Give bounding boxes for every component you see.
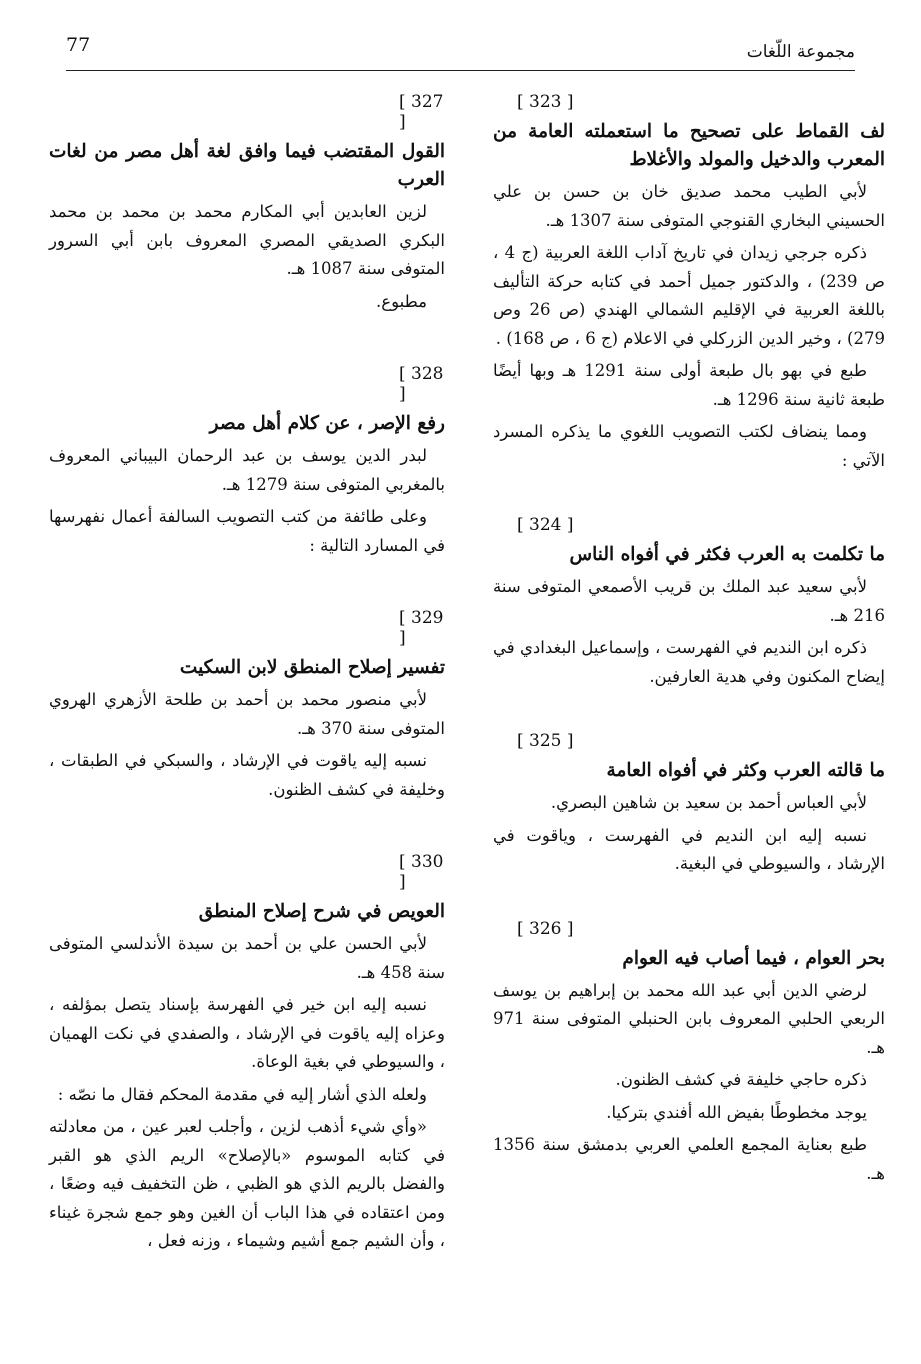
entry-number: [ 325 ] (517, 731, 574, 751)
entry-number: [ 329 ] (399, 608, 444, 648)
left-column (49, 92, 445, 1260)
entry-number: [ 328 ] (399, 364, 444, 404)
entry-325 (493, 731, 885, 879)
entry-paragraph: ومما ينضاف لكتب التصويب اللغوي ما يذكره المسرد الآتي : (493, 422, 885, 470)
entry-paragraph: نسبه إليه ابن النديم في الفهرست ، وياقوت في الإرشاد ، والسيوطي في البغية. (493, 825, 885, 873)
page-number: 77 (66, 34, 91, 56)
entry-paragraph: لأبي الحسن علي بن أحمد بن سيدة الأندلسي المتوفى سنة 458 هـ. (49, 934, 445, 982)
entry-title: لف القماط على تصحيح ما استعملته العامة من المعرب والدخيل والمولد والأغلاط (493, 121, 885, 170)
entry-paragraph: طبع في بهو بال طبعة أولى سنة 1291 هـ وبها أيضًا طبعة ثانية سنة 1296 هـ. (493, 361, 885, 409)
entry-328 (49, 364, 445, 560)
running-title: مجموعة اللّغات (746, 42, 855, 62)
entry-paragraph: لأبي سعيد عبد الملك بن قريب الأصمعي المتوفى سنة 216 هـ. (493, 577, 885, 625)
entry-paragraph: لرضي الدين أبي عبد الله محمد بن إبراهيم بن يوسف الربعي الحلبي المعروف بابن الحنبلي المتوفى سنة 971 هـ. (493, 980, 885, 1057)
entry-paragraph: ذكره جرجي زيدان في تاريخ آداب اللغة العربية (ج 4 ، ص 239) ، والدكتور جميل أحمد في كتابه حركة التأليف باللغة العربية في الإقليم الشمالي الهندي (ص 26 وص 279) ، وخير الدين الزركلي في الاعلام (ج 6 ، ص 168) . (493, 243, 885, 348)
page-header (66, 34, 855, 71)
entry-paragraph: ولعله الذي أشار إليه في مقدمة المحكم فقال ما نصّه : (57, 1084, 427, 1104)
entry-paragraph: لبدر الدين يوسف بن عبد الرحمان البيباني المعروف بالمغربي المتوفى سنة 1279 هـ. (49, 446, 445, 494)
right-column (493, 92, 885, 1192)
entry-paragraph: ذكره ابن النديم في الفهرست ، وإسماعيل البغدادي في إيضاح المكنون وفي هدية العارفين. (493, 638, 885, 686)
entry-paragraph: لأبي العباس أحمد بن سعيد بن شاهين البصري. (550, 793, 867, 812)
entry-paragraph: لأبي منصور محمد بن أحمد بن طلحة الأزهري الهروي المتوفى سنة 370 هـ. (49, 690, 445, 738)
entry-number: [ 324 ] (517, 515, 574, 535)
entry-327 (49, 92, 445, 316)
entry-323 (493, 92, 885, 475)
entry-paragraph: لأبي الطيب محمد صديق خان بن حسن بن علي الحسيني البخاري القنوجي المتوفى سنة 1307 هـ. (493, 182, 885, 230)
entry-paragraph: نسبه إليه ياقوت في الإرشاد ، والسبكي في الطبقات ، وخليفة في كشف الظنون. (49, 751, 445, 799)
entry-number: [ 323 ] (517, 92, 574, 112)
entry-paragraph: يوجد مخطوطًا بفيض الله أفندي بتركيا. (606, 1102, 867, 1122)
entry-326 (493, 919, 885, 1189)
entry-paragraph: نسبه إليه ابن خير في الفهرسة بإسناد يتصل بمؤلفه ، وعزاه إليه ياقوت في الإرشاد ، والصفدي في نكت الهميان ، والسيوطي في بغية الوعاة. (49, 995, 445, 1071)
entry-paragraph: لزين العابدين أبي المكارم محمد بن محمد بن محمد البكري الصديقي المصري المعروف بابن أبي السرور المتوفى سنة 1087 هـ. (49, 202, 445, 278)
entry-324 (493, 515, 885, 691)
entry-title: القول المقتضب فيما وافق لغة أهل مصر من لغات العرب (49, 141, 445, 190)
entry-number: [ 330 ] (399, 852, 444, 892)
entry-paragraph: طبع بعناية المجمع العلمي العربي بدمشق سنة 1356 هـ. (493, 1135, 885, 1183)
entry-title: رفع الإصر ، عن كلام أهل مصر (209, 413, 445, 434)
entry-paragraph: «وأي شيء أذهب لزين ، وأجلب لعبر عين ، من معادلته في كتابه الموسوم «بالإصلاح» الريم الذي هو القبر والفضل بالريم الذي هو الظبي ، ظن التخفيف فيه وضعًا ، ومن اعتقاده في هذا الباب أن الغين وهو جمع شجرة غيناء ، وأن الشيم جمع أشيم وشيماء ، وزنه فعل ، (49, 1117, 445, 1250)
entry-title: تفسير إصلاح المنطق لابن السكيت (179, 657, 445, 678)
entry-paragraph: وعلى طائفة من كتب التصويب السالفة أعمال نفهرسها في المسارد التالية : (49, 507, 445, 555)
entry-title: بحر العوام ، فيما أصاب فيه العوام (622, 947, 885, 969)
entry-title: ما تكلمت به العرب فكثر في أفواه الناس (569, 544, 885, 565)
entry-paragraph: مطبوع. (376, 291, 427, 311)
entry-paragraph: ذكره حاجي خليفة في كشف الظنون. (615, 1070, 867, 1089)
entry-title: ما قالته العرب وكثر في أفواه العامة (606, 760, 885, 781)
entry-330 (49, 852, 445, 1256)
entry-number: [ 326 ] (517, 918, 574, 939)
entry-number: [ 327 ] (399, 92, 444, 132)
entry-title: العويص في شرح إصلاح المنطق (198, 901, 445, 922)
entry-329 (49, 608, 445, 804)
